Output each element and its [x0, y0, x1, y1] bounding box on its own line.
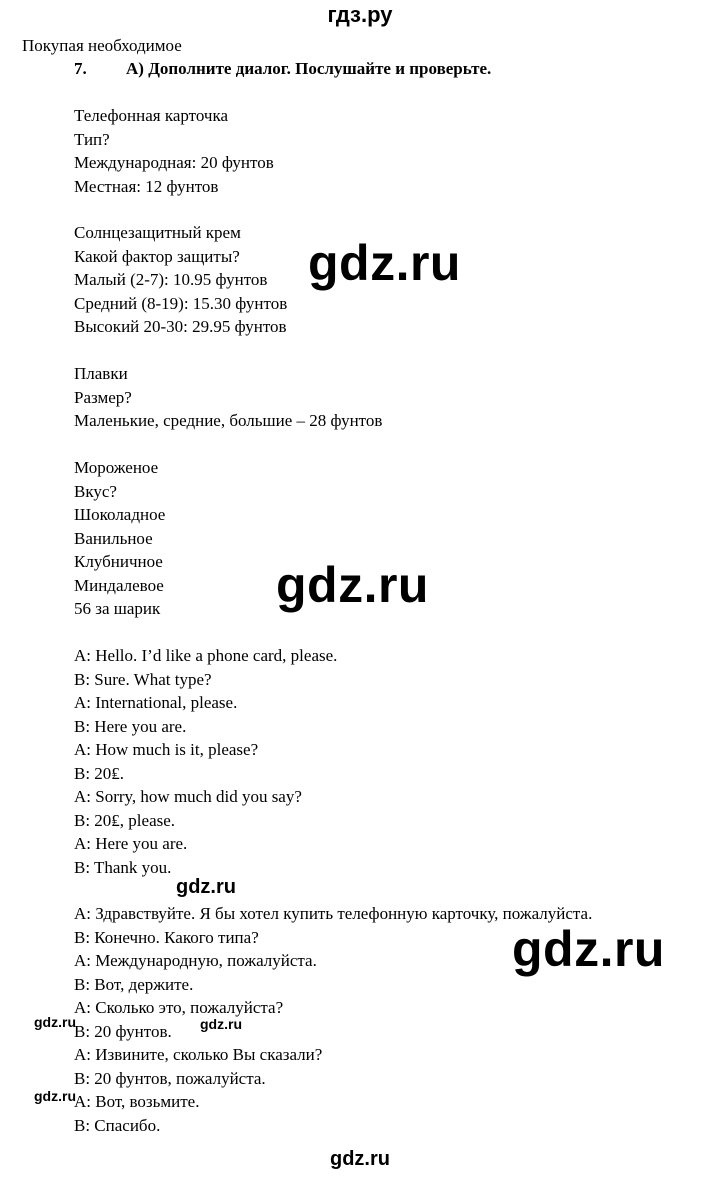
dialogue-line: B: Конечно. Какого типа?: [74, 927, 259, 947]
dialogue-line: A: Сколько это, пожалуйста?: [74, 998, 284, 1017]
dialogue-line: B: 20 фунтов, пожалуйста.: [74, 1068, 266, 1088]
swimsuit-block: [74, 362, 382, 433]
block-line: Солнцезащитный крем: [74, 223, 241, 242]
dialogue-line: B: Вот, держите.: [74, 974, 194, 994]
dialogue-line: A: International, please.: [74, 693, 238, 712]
dialogue-line: A: Здравствуйте. Я бы хотел купить телефонную карточку, пожалуйста.: [74, 904, 593, 923]
block-line: Международная: 20 фунтов: [74, 153, 274, 172]
block-line: Миндалевое: [74, 575, 164, 595]
dialogue-line: B: Спасибо.: [74, 1115, 161, 1135]
block-line: Ванильное: [74, 528, 153, 548]
dialogue-line: B: 20₤.: [74, 763, 125, 783]
ice-cream-block: [74, 456, 165, 621]
site-header: гдз.ру: [327, 2, 393, 27]
watermark: gdz.ru: [34, 1088, 76, 1104]
watermark: gdz.ru: [176, 876, 236, 898]
block-line: Малый (2-7): 10.95 фунтов: [74, 270, 268, 289]
task-title: A) Дополните диалог. Послушайте и проверьте.: [126, 59, 492, 78]
dialogue-line: A: Hello. I’d like a phone card, please.: [74, 646, 338, 665]
dialogue-line: B: 20 фунтов.: [74, 1021, 172, 1041]
block-line: Мороженое: [74, 458, 159, 477]
block-line: Телефонная карточка: [74, 106, 229, 125]
watermark: gdz.ru: [308, 235, 461, 291]
dialogue-line: A: Here you are.: [74, 834, 188, 853]
dialogue-line: A: Извините, сколько Вы сказали?: [74, 1045, 323, 1064]
section-title: Покупая необходимое: [22, 36, 182, 55]
block-line: Маленькие, средние, большие – 28 фунтов: [74, 411, 383, 430]
sunscreen-block: [74, 221, 287, 339]
block-line: Клубничное: [74, 552, 163, 571]
watermark: gdz.ru: [276, 557, 429, 613]
dialogue-line: A: Sorry, how much did you say?: [74, 787, 302, 806]
watermark: gdz.ru: [512, 921, 665, 977]
block-line: Высокий 20-30: 29.95 фунтов: [74, 317, 287, 336]
task-number: 7.: [74, 59, 87, 78]
dialogue-line: B: Here you are.: [74, 716, 187, 736]
dialogue-line: A: How much is it, please?: [74, 740, 259, 759]
dialogue-line: A: Международную, пожалуйста.: [74, 951, 317, 970]
phone-card-block: [74, 104, 274, 198]
block-line: Какой фактор защиты?: [74, 246, 240, 266]
dialogue-line: B: Thank you.: [74, 857, 172, 877]
block-line: Шоколадное: [74, 505, 166, 524]
block-line: Вкус?: [74, 481, 117, 501]
watermark: gdz.ru: [34, 1014, 76, 1030]
block-line: 56 за шарик: [74, 599, 161, 618]
dialogue-line: B: Sure. What type?: [74, 669, 212, 689]
block-line: Средний (8-19): 15.30 фунтов: [74, 293, 288, 313]
block-line: Тип?: [74, 129, 110, 149]
dialogue-line: B: 20₤, please.: [74, 810, 176, 830]
dialogue-english: [74, 644, 337, 879]
dialogue-line: A: Вот, возьмите.: [74, 1092, 200, 1111]
block-line: Размер?: [74, 387, 132, 407]
watermark: gdz.ru: [200, 1016, 242, 1032]
footer-watermark: gdz.ru: [330, 1148, 390, 1170]
block-line: Плавки: [74, 364, 128, 383]
block-line: Местная: 12 фунтов: [74, 176, 219, 196]
